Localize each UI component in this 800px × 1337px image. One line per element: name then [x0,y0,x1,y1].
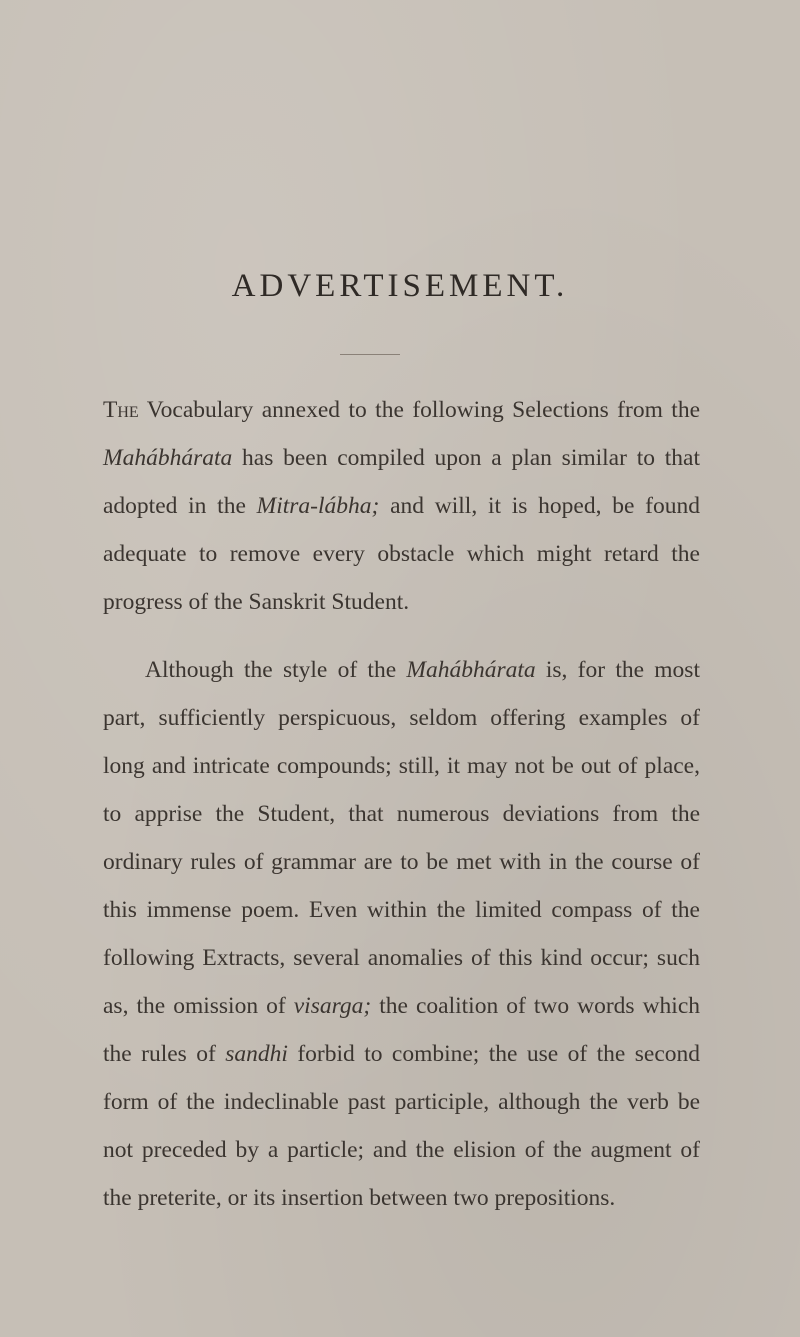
divider-rule [340,354,400,355]
title-mahabharata: Mahábhárata [406,657,536,683]
paragraph-2-text: Although the style of the [145,657,407,683]
term-visarga: visarga; [293,993,372,1019]
paragraph-2-text: forbid to combine; the use of the second form of the indeclinable past participle, although the verb be not preceded by a particle; and the elision of the augment of the preterite, or its insertion between two prepositions. [103,1041,701,1211]
opening-word: The [103,397,139,423]
title-mahabharata: Mahábhárata [103,445,233,471]
paragraph-1-text: has been compiled upon a plan similar to that adopted in the [103,445,700,519]
paragraph-2-text: is, for the most part, sufficiently perspicuous, seldom offering examples of long and intricate compounds; still, it may not be out of place, to apprise the Student, that numerous deviations from the ordinary rules of grammar are to be met with in the course of this immense poem. Even within the limited compass of the following Extracts, several anomalies of this kind occur; such as, the omission of [103,657,700,1019]
body-text [103,386,700,1222]
paragraph-2-text: the coalition of two words which the rules of [103,993,700,1067]
paragraph-2 [103,646,700,1222]
page-heading: ADVERTISEMENT. [231,268,569,304]
paragraph-1-text: Vocabulary annexed to the following Selections from the [138,397,700,423]
title-mitra-labha: Mitra-lábha; [256,493,380,519]
paragraph-1-text: and will, it is hoped, be found adequate to remove every obstacle which might retard the progress of the Sanskrit Student. [103,493,700,615]
paragraph-1 [103,386,700,626]
term-sandhi: sandhi [225,1041,288,1067]
